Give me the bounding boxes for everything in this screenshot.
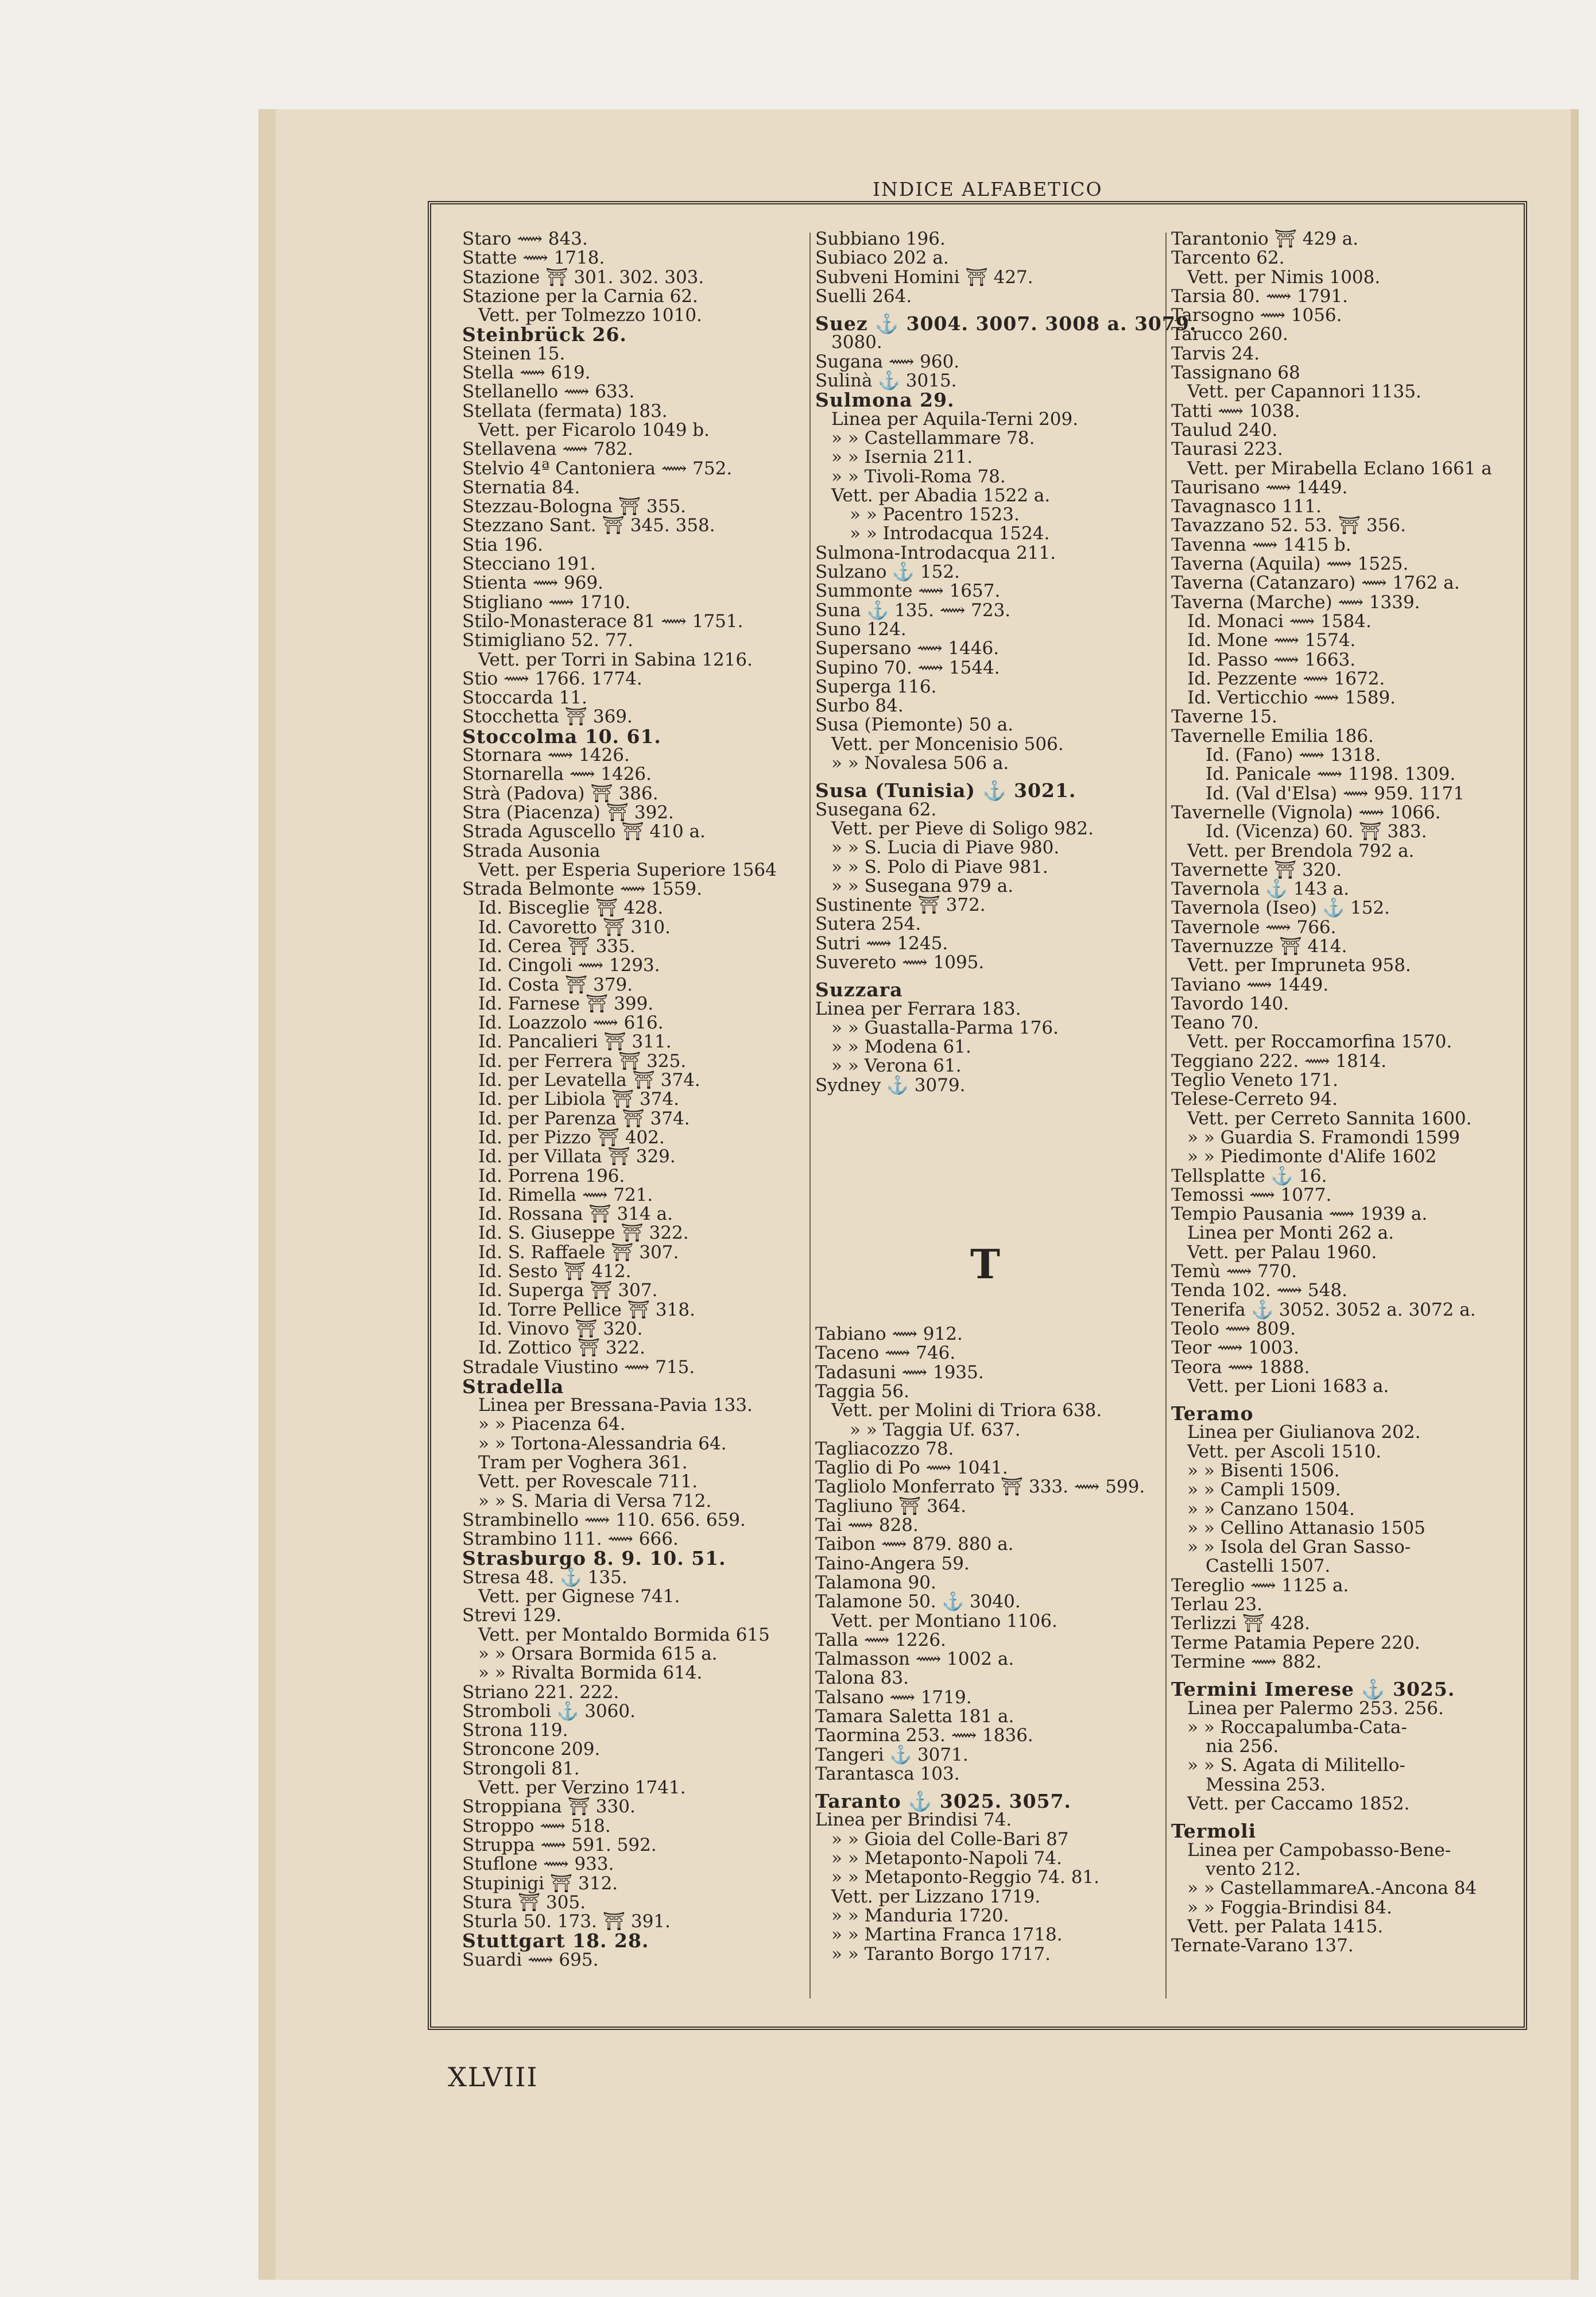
index-entry: Vett. per Lioni 1683 a.: [1187, 1375, 1389, 1397]
index-entry: Tabiano ⟿ 912.: [815, 1324, 963, 1345]
index-entry: Tassignano 68: [1171, 362, 1300, 384]
index-entry: Tarantasca 103.: [815, 1763, 960, 1784]
index-entry: Talla ⟿ 1226.: [815, 1629, 946, 1650]
index-entry: Id. Passo ⟿ 1663.: [1187, 649, 1356, 670]
index-entry: Tagliolo Monferrato ⛩ 333. ⟿ 599.: [815, 1476, 1145, 1498]
index-entry: Suna ⚓ 135. ⟿ 723.: [815, 600, 1011, 621]
index-entry: Id. per Ferrera ⛩ 325.: [478, 1050, 687, 1072]
index-entry: » » Guastalla-Parma 176.: [831, 1017, 1059, 1038]
index-entry: Teora ⟿ 1888.: [1171, 1356, 1310, 1378]
index-entry: Tarantonio ⛩ 429 a.: [1171, 229, 1359, 249]
index-column-1: [462, 230, 807, 1970]
running-head: INDICE ALFABETICO: [873, 178, 1103, 200]
column-divider: [809, 233, 811, 1998]
index-entry: Tavernette ⛩ 320.: [1171, 859, 1342, 880]
index-entry: » » Susegana 979 a.: [831, 875, 1014, 896]
index-entry: Suardi ⟿ 695.: [462, 1949, 599, 1970]
index-entry: Strevi 129.: [462, 1605, 562, 1626]
index-entry: Taverna (Catanzaro) ⟿ 1762 a.: [1171, 573, 1460, 594]
index-entry: » » S. Lucia di Piave 980.: [831, 837, 1060, 859]
index-entry: Stupinigi ⛩ 312.: [462, 1873, 618, 1894]
index-entry: Taglio di Po ⟿ 1041.: [815, 1457, 1008, 1479]
index-entry: » » Rivalta Bormida 614.: [478, 1662, 703, 1684]
index-entry: Id. per Levatella ⛩ 374.: [478, 1070, 700, 1091]
index-entry: Linea per Brindisi 74.: [815, 1809, 1012, 1831]
index-entry: Suez ⚓ 3004. 3007. 3008 a. 3079.: [815, 312, 1197, 335]
index-entry: Tellsplatte ⚓ 16.: [1171, 1165, 1327, 1186]
index-entry: Stroppiana ⛩ 330.: [462, 1796, 636, 1818]
index-entry: Taviano ⟿ 1449.: [1171, 974, 1329, 995]
index-entry: » » S. Agata di Militello-: [1187, 1755, 1405, 1776]
index-entry: Id. Rimella ⟿ 721.: [478, 1184, 653, 1205]
index-entry: Stelvio 4ª Cantoniera ⟿ 752.: [462, 458, 733, 479]
index-entry: Id. Torre Pellice ⛩ 318.: [478, 1299, 695, 1320]
index-entry: Stra (Piacenza) ⛩ 392.: [462, 802, 674, 823]
index-entry: Strongoli 81.: [462, 1758, 580, 1779]
index-column-2: [815, 229, 1197, 1965]
index-entry: Id. per Pizzo ⛩ 402.: [478, 1127, 665, 1148]
index-entry: Id. Superga ⛩ 307.: [478, 1280, 658, 1301]
index-entry: Vett. per Montiano 1106.: [831, 1610, 1057, 1631]
index-entry: Linea per Palermo 253. 256.: [1187, 1697, 1444, 1719]
index-entry: Id. per Villata ⛩ 329.: [478, 1146, 676, 1167]
index-entry: Teor ⟿ 1003.: [1171, 1337, 1299, 1359]
index-entry: Sturla 50. 173. ⛩ 391.: [462, 1911, 671, 1932]
index-entry: Subbiano 196.: [815, 229, 946, 249]
index-entry: Stradella: [462, 1375, 564, 1398]
index-entry: Tavordo 140.: [1171, 993, 1289, 1014]
index-entry: Id. Panicale ⟿ 1198. 1309.: [1206, 764, 1456, 785]
index-entry: Talamone 50. ⚓ 3040.: [815, 1591, 1021, 1612]
index-entry: Vett. per Tolmezzo 1010.: [478, 305, 702, 326]
index-entry: Stura ⛩ 305.: [462, 1892, 586, 1913]
section-letter: T: [970, 1240, 1001, 1288]
index-entry: » » Guardia S. Framondi 1599: [1187, 1127, 1460, 1148]
index-entry: Id. Monaci ⟿ 1584.: [1187, 610, 1372, 632]
index-entry: Taormina 253. ⟿ 1836.: [815, 1725, 1033, 1746]
index-entry: Tagliuno ⛩ 364.: [815, 1495, 967, 1517]
index-entry: Striano 221. 222.: [462, 1681, 619, 1703]
index-entry: » » S. Maria di Versa 712.: [478, 1490, 712, 1511]
index-entry: Linea per Bressana-Pavia 133.: [478, 1395, 753, 1416]
index-entry: Messina 253.: [1206, 1774, 1326, 1795]
index-entry: Stellata (fermata) 183.: [462, 400, 668, 421]
index-entry: Id. Zottico ⛩ 322.: [478, 1337, 645, 1359]
index-entry: » » Castellammare 78.: [831, 427, 1035, 448]
index-entry: Telese-Cerreto 94.: [1171, 1089, 1338, 1110]
index-entry: Tai ⟿ 828.: [815, 1515, 919, 1536]
index-entry: Stimigliano 52. 77.: [462, 630, 634, 651]
index-entry: Vett. per Esperia Superiore 1564: [478, 859, 777, 880]
index-entry: » » Piedimonte d'Alife 1602: [1187, 1146, 1437, 1167]
index-entry: Castelli 1507.: [1206, 1556, 1331, 1577]
index-entry: » » Pacentro 1523.: [850, 504, 1020, 525]
index-entry: Tarucco 260.: [1171, 324, 1288, 345]
index-entry: Tarsia 80. ⟿ 1791.: [1171, 285, 1348, 307]
index-entry: Stella ⟿ 619.: [462, 362, 591, 384]
index-entry: Strà (Padova) ⛩ 386.: [462, 783, 658, 804]
index-entry: Vett. per Palau 1960.: [1187, 1242, 1377, 1263]
index-entry: Vett. per Cerreto Sannita 1600.: [1187, 1108, 1472, 1129]
index-entry: Id. Sesto ⛩ 412.: [478, 1261, 632, 1282]
index-entry: Vett. per Verzino 1741.: [478, 1777, 686, 1799]
index-entry: Stazione ⛩ 301. 302. 303.: [462, 266, 704, 288]
index-entry: Stezzano Sant. ⛩ 345. 358.: [462, 515, 715, 536]
index-entry: Vett. per Roccamorfina 1570.: [1187, 1031, 1452, 1053]
index-entry: Vett. per Molini di Triora 638.: [831, 1400, 1102, 1421]
index-entry: Statte ⟿ 1718.: [462, 248, 605, 269]
index-entry: » » Cellino Attanasio 1505: [1187, 1517, 1425, 1538]
index-entry: Subiaco 202 a.: [815, 248, 949, 269]
index-entry: Sugana ⟿ 960.: [815, 351, 960, 372]
index-entry: Taverna (Marche) ⟿ 1339.: [1171, 591, 1420, 613]
index-entry: Sutri ⟿ 1245.: [815, 933, 948, 954]
index-entry: » » Manduria 1720.: [831, 1905, 1009, 1926]
index-entry: Supino 70. ⟿ 1544.: [815, 657, 1000, 678]
index-entry: Stazione per la Carnia 62.: [462, 285, 698, 307]
index-entry: Id. Cerea ⛩ 335.: [478, 935, 636, 957]
index-entry: Id. Pezzente ⟿ 1672.: [1187, 668, 1385, 689]
index-entry: Id. Costa ⛩ 379.: [478, 974, 633, 995]
index-entry: Tavazzano 52. 53. ⛩ 356.: [1171, 515, 1406, 536]
index-entry: Stroncone 209.: [462, 1739, 601, 1760]
index-entry: Teano 70.: [1171, 1012, 1259, 1034]
index-entry: » » Modena 61.: [831, 1037, 971, 1058]
index-entry: Strona 119.: [462, 1720, 568, 1741]
index-entry: Tavernola ⚓ 143 a.: [1171, 879, 1350, 900]
index-entry: Steinbrück 26.: [462, 323, 627, 346]
index-entry: Tavenna ⟿ 1415 b.: [1171, 534, 1351, 555]
index-entry: Taggia 56.: [815, 1380, 909, 1402]
index-entry: Vett. per Ascoli 1510.: [1187, 1441, 1382, 1462]
index-entry: Suvereto ⟿ 1095.: [815, 952, 985, 973]
index-entry: Id. Verticchio ⟿ 1589.: [1187, 687, 1396, 709]
index-entry: Tarcento 62.: [1171, 248, 1285, 269]
index-entry: Stuttgart 18. 28.: [462, 1929, 649, 1952]
index-entry: Talsano ⟿ 1719.: [815, 1687, 972, 1708]
index-entry: » » Isernia 211.: [831, 447, 973, 468]
index-entry: Stradale Viustino ⟿ 715.: [462, 1356, 695, 1378]
index-entry: Taulud 240.: [1171, 419, 1278, 440]
index-entry: » » Campli 1509.: [1187, 1479, 1341, 1501]
index-entry: Suno 124.: [815, 618, 907, 640]
index-entry: Strambinello ⟿ 110. 656. 659.: [462, 1509, 746, 1530]
index-entry: Vett. per Palata 1415.: [1187, 1916, 1384, 1937]
index-entry: Summonte ⟿ 1657.: [815, 581, 1001, 602]
index-entry: » » Taggia Uf. 637.: [850, 1419, 1021, 1440]
index-entry: Stigliano ⟿ 1710.: [462, 591, 631, 613]
index-entry: Taino-Angera 59.: [815, 1553, 970, 1574]
index-entry: Taurasi 223.: [1171, 439, 1283, 460]
index-entry: Id. per Libiola ⛩ 374.: [478, 1089, 680, 1110]
index-entry: Terlau 23.: [1171, 1594, 1262, 1615]
index-entry: Ternate-Varano 137.: [1171, 1935, 1354, 1956]
index-entry: Vett. per Nimis 1008.: [1187, 266, 1381, 288]
index-entry: Tagliacozzo 78.: [815, 1438, 954, 1459]
index-entry: Teggiano 222. ⟿ 1814.: [1171, 1050, 1387, 1072]
index-entry: Surbo 84.: [815, 695, 904, 717]
index-entry: Stuflone ⟿ 933.: [462, 1854, 614, 1875]
index-entry: Id. Rossana ⛩ 314 a.: [478, 1204, 673, 1225]
index-entry: » » Metaponto-Reggio 74. 81.: [831, 1867, 1099, 1888]
index-entry: Stellavena ⟿ 782.: [462, 439, 633, 460]
index-entry: » » Introdacqua 1524.: [850, 523, 1050, 544]
index-entry: Sulmona-Introdacqua 211.: [815, 542, 1056, 563]
index-entry: Linea per Aquila-Terni 209.: [831, 408, 1079, 430]
index-entry: Stornarella ⟿ 1426.: [462, 764, 652, 785]
index-entry: Strada Ausonia: [462, 840, 601, 861]
index-entry: » » Tivoli-Roma 78.: [831, 466, 1006, 487]
index-entry: Tenerifa ⚓ 3052. 3052 a. 3072 a.: [1171, 1299, 1476, 1320]
index-entry: Stoccolma 10. 61.: [462, 725, 661, 748]
index-entry: Talona 83.: [815, 1668, 909, 1689]
index-entry: Stroppo ⟿ 518.: [462, 1815, 611, 1836]
index-entry: Terlizzi ⛩ 428.: [1171, 1613, 1310, 1634]
index-entry: Id. (Vicenza) 60. ⛩ 383.: [1206, 821, 1427, 842]
index-entry: Tempio Pausania ⟿ 1939 a.: [1171, 1204, 1428, 1225]
index-entry: » » Isola del Gran Sasso-: [1187, 1537, 1411, 1558]
index-entry: Tarsogno ⟿ 1056.: [1171, 305, 1342, 326]
index-entry: nia 256.: [1206, 1736, 1279, 1757]
index-entry: Strada Aguscello ⛩ 410 a.: [462, 821, 706, 842]
index-entry: Vett. per Moncenisio 506.: [831, 733, 1064, 755]
index-entry: Suzzara: [815, 979, 903, 1001]
index-entry: Susegana 62.: [815, 799, 937, 820]
index-entry: Taceno ⟿ 746.: [815, 1343, 956, 1364]
index-entry: Susa (Piemonte) 50 a.: [815, 714, 1014, 736]
index-entry: Vett. per Ficarolo 1049 b.: [478, 419, 710, 440]
index-entry: Id. Mone ⟿ 1574.: [1187, 630, 1356, 651]
index-entry: Talmasson ⟿ 1002 a.: [815, 1649, 1014, 1670]
index-entry: Staro ⟿ 843.: [462, 229, 588, 249]
index-entry: Vett. per Rovescale 711.: [478, 1471, 698, 1492]
index-entry: Sulinà ⚓ 3015.: [815, 370, 957, 392]
index-entry: Teramo: [1171, 1402, 1254, 1425]
index-entry: Id. Pancalieri ⛩ 311.: [478, 1031, 672, 1053]
index-entry: Tarvis 24.: [1171, 343, 1260, 364]
index-entry: Tavernuzze ⛩ 414.: [1171, 935, 1347, 957]
index-entry: Taverna (Aquila) ⟿ 1525.: [1171, 554, 1409, 575]
index-entry: Sulzano ⚓ 152.: [815, 562, 960, 583]
index-entry: » » S. Polo di Piave 981.: [831, 856, 1048, 877]
index-entry: Id. S. Giuseppe ⛩ 322.: [478, 1223, 689, 1244]
index-entry: » » CastellammareA.-Ancona 84: [1187, 1878, 1477, 1899]
index-entry: Linea per Ferrara 183.: [815, 998, 1021, 1019]
index-entry: Vett. per Capannori 1135.: [1187, 381, 1421, 403]
index-entry: Susa (Tunisia) ⚓ 3021.: [815, 779, 1076, 802]
index-entry: Vett. per Torri in Sabina 1216.: [478, 649, 753, 670]
index-entry: Tamara Saletta 181 a.: [815, 1706, 1014, 1727]
index-entry: Taibon ⟿ 879. 880 a.: [815, 1534, 1014, 1555]
page-number: XLVIII: [448, 2062, 539, 2093]
index-entry: Stromboli ⚓ 3060.: [462, 1700, 636, 1722]
index-entry: Steinen 15.: [462, 343, 565, 364]
index-entry: 3080.: [831, 332, 882, 353]
index-entry: Stia 196.: [462, 534, 543, 555]
index-entry: Vett. per Montaldo Bormida 615: [478, 1624, 770, 1645]
index-entry: » » Foggia-Brindisi 84.: [1187, 1897, 1392, 1918]
index-entry: Supersano ⟿ 1446.: [815, 638, 1000, 659]
index-entry: Teglio Veneto 171.: [1171, 1070, 1339, 1091]
index-entry: Tavernelle (Vignola) ⟿ 1066.: [1171, 802, 1441, 823]
index-entry: Taverne 15.: [1171, 706, 1277, 728]
index-entry: Tram per Voghera 361.: [478, 1452, 688, 1473]
index-entry: Tadasuni ⟿ 1935.: [815, 1362, 984, 1383]
index-column-3: [1171, 230, 1516, 1955]
index-entry: » » Orsara Bormida 615 a.: [478, 1643, 718, 1664]
index-entry: Vett. per Gignese 741.: [478, 1586, 680, 1607]
index-entry: Subveni Homini ⛩ 427.: [815, 266, 1033, 288]
index-entry: Id. (Val d'Elsa) ⟿ 959. 1171: [1206, 783, 1465, 804]
index-entry: » » Gioia del Colle-Bari 87: [831, 1828, 1069, 1850]
index-entry: Linea per Campobasso-Bene-: [1187, 1839, 1451, 1861]
index-entry: Temù ⟿ 770.: [1171, 1261, 1297, 1282]
index-entry: Taurisano ⟿ 1449.: [1171, 477, 1348, 498]
index-entry: » » Metaponto-Napoli 74.: [831, 1848, 1062, 1869]
index-entry: » » Canzano 1504.: [1187, 1498, 1355, 1519]
index-entry: Id. per Parenza ⛩ 374.: [478, 1108, 690, 1129]
index-entry: Stezzau-Bologna ⛩ 355.: [462, 496, 687, 517]
index-entry: [815, 1095, 1171, 1325]
index-entry: Termini Imerese ⚓ 3025.: [1171, 1678, 1455, 1701]
index-entry: Talamona 90.: [815, 1572, 936, 1593]
index-entry: Sternatia 84.: [462, 477, 580, 498]
index-entry: Tatti ⟿ 1038.: [1171, 400, 1300, 421]
index-entry: Vett. per Caccamo 1852.: [1187, 1793, 1410, 1815]
index-entry: Stecciano 191.: [462, 554, 596, 575]
index-entry: Id. Bisceglie ⛩ 428.: [478, 898, 664, 919]
index-entry: » » Verona 61.: [831, 1055, 962, 1077]
index-entry: Teolo ⟿ 809.: [1171, 1318, 1296, 1339]
index-entry: Termine ⟿ 882.: [1171, 1651, 1322, 1672]
index-entry: Stio ⟿ 1766. 1774.: [462, 668, 642, 689]
index-entry: Tavagnasco 111.: [1171, 496, 1322, 517]
index-entry: Vett. per Abadia 1522 a.: [831, 485, 1051, 506]
index-entry: vento 212.: [1206, 1858, 1301, 1880]
index-entry: Stornara ⟿ 1426.: [462, 745, 630, 766]
index-entry: Struppa ⟿ 591. 592.: [462, 1834, 657, 1855]
index-entry: Vett. per Mirabella Eclano 1661 a: [1187, 458, 1492, 479]
index-entry: Id. (Fano) ⟿ 1318.: [1206, 745, 1381, 766]
index-entry: Id. Loazzolo ⟿ 616.: [478, 1012, 664, 1034]
index-entry: Stocchetta ⛩ 369.: [462, 706, 633, 728]
index-entry: Tavernelle Emilia 186.: [1171, 725, 1374, 747]
index-entry: » » Roccapalumba-Cata-: [1187, 1716, 1407, 1738]
index-entry: Taranto ⚓ 3025. 3057.: [815, 1790, 1072, 1813]
index-entry: Vett. per Lizzano 1719.: [831, 1886, 1041, 1907]
index-entry: Linea per Monti 262 a.: [1187, 1223, 1394, 1244]
index-entry: Id. Farnese ⛩ 399.: [478, 993, 654, 1014]
index-entry: » » Tortona-Alessandria 64.: [478, 1433, 727, 1454]
index-entry: » » Taranto Borgo 1717.: [831, 1943, 1051, 1965]
index-entry: » » Piacenza 64.: [478, 1414, 626, 1435]
index-entry: Id. Cingoli ⟿ 1293.: [478, 955, 660, 976]
index-entry: Stresa 48. ⚓ 135.: [462, 1567, 627, 1588]
index-entry: Id. S. Raffaele ⛩ 307.: [478, 1242, 679, 1263]
index-entry: Id. Porrena 196.: [478, 1165, 625, 1186]
index-entry: Terme Patamia Pepere 220.: [1171, 1632, 1420, 1653]
index-entry: Sydney ⚓ 3079.: [815, 1074, 966, 1096]
index-entry: Sustinente ⛩ 372.: [815, 895, 986, 916]
index-entry: Superga 116.: [815, 676, 937, 697]
index-entry: Suelli 264.: [815, 285, 912, 307]
index-entry: Tavernole ⟿ 766.: [1171, 917, 1337, 938]
index-entry: » » Novalesa 506 a.: [831, 753, 1009, 774]
index-entry: Stoccarda 11.: [462, 687, 587, 709]
index-entry: Sutera 254.: [815, 914, 921, 935]
index-entry: Stellanello ⟿ 633.: [462, 381, 635, 403]
index-entry: Strasburgo 8. 9. 10. 51.: [462, 1547, 726, 1570]
index-entry: Strada Belmonte ⟿ 1559.: [462, 879, 702, 900]
index-entry: Tangeri ⚓ 3071.: [815, 1744, 969, 1765]
index-entry: Stienta ⟿ 969.: [462, 573, 604, 594]
index-entry: Tavernola (Iseo) ⚓ 152.: [1171, 898, 1390, 919]
index-entry: Temossi ⟿ 1077.: [1171, 1184, 1332, 1205]
index-entry: Sulmona 29.: [815, 389, 955, 412]
index-entry: » » Bisenti 1506.: [1187, 1460, 1340, 1481]
index-entry: Tenda 102. ⟿ 548.: [1171, 1280, 1347, 1301]
index-entry: Tereglio ⟿ 1125 a.: [1171, 1575, 1349, 1596]
index-entry: Id. Vinovo ⛩ 320.: [478, 1318, 643, 1339]
index-entry: Vett. per Brendola 792 a.: [1187, 840, 1415, 861]
index-entry: Linea per Giulianova 202.: [1187, 1422, 1421, 1443]
index-entry: Id. Cavoretto ⛩ 310.: [478, 917, 671, 938]
index-entry: Vett. per Pieve di Soligo 982.: [831, 818, 1094, 839]
index-entry: » » Martina Franca 1718.: [831, 1924, 1063, 1946]
index-entry: Vett. per Impruneta 958.: [1187, 955, 1411, 976]
index-entry: Stilo-Monasterace 81 ⟿ 1751.: [462, 610, 743, 632]
index-entry: Strambino 111. ⟿ 666.: [462, 1529, 679, 1550]
index-entry: Termoli: [1171, 1820, 1257, 1843]
